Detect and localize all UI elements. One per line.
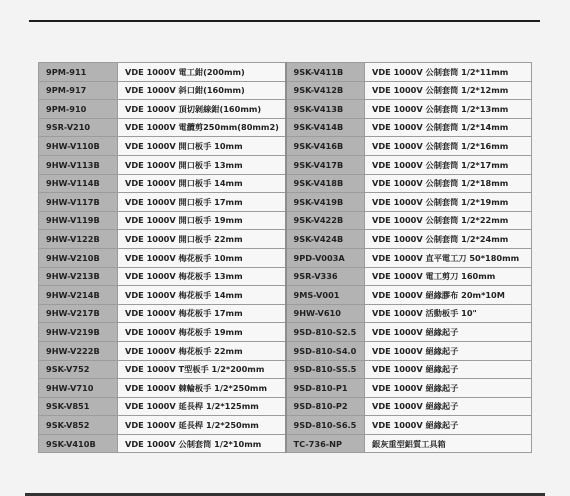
item-code-left: 9HW-V114B [39,174,118,193]
item-code-right: 9SK-V422B [286,211,365,230]
table-row [39,137,532,156]
top-divider [29,20,540,22]
table-row [39,323,532,342]
item-code-left: 9HW-V113B [39,155,118,174]
item-code-left: 9SK-V852 [39,416,118,435]
item-code-right: 9SK-V424B [286,230,365,249]
item-code-right: 9MS-V001 [286,286,365,305]
item-description-right: VDE 1000V 公制套筒 1/2*16mm [365,137,532,156]
item-description-left: VDE 1000V 棘輪板手 1/2*250mm [118,379,286,398]
item-description-right: VDE 1000V 絕緣起子 [365,379,532,398]
item-description-left: VDE 1000V 頂切剝線鉗(160mm) [118,100,286,119]
item-code-left: 9HW-V213B [39,267,118,286]
item-code-right: 9SR-V336 [286,267,365,286]
item-code-right: 9SK-V418B [286,174,365,193]
item-code-right: 9SD-810-S4.0 [286,341,365,360]
item-code-left: 9HW-V710 [39,379,118,398]
product-table-body [39,63,532,453]
item-description-left: VDE 1000V 梅花板手 14mm [118,286,286,305]
item-description-left: VDE 1000V 電工鉗(200mm) [118,63,286,82]
item-code-right: 9SD-810-S6.5 [286,416,365,435]
table-row [39,211,532,230]
item-code-right: 9SK-V417B [286,155,365,174]
item-code-left: 9HW-V119B [39,211,118,230]
item-description-left: VDE 1000V 梅花板手 19mm [118,323,286,342]
table-row [39,304,532,323]
item-code-right: 9SD-810-P1 [286,379,365,398]
item-code-right: 9SK-V416B [286,137,365,156]
item-description-right: VDE 1000V 公制套筒 1/2*12mm [365,81,532,100]
table-row [39,379,532,398]
item-code-left: 9HW-V117B [39,193,118,212]
item-code-right: 9SK-V411B [286,63,365,82]
item-description-right: VDE 1000V 公制套筒 1/2*24mm [365,230,532,249]
item-code-left: 9PM-911 [39,63,118,82]
table-row [39,248,532,267]
item-description-right: VDE 1000V 公制套筒 1/2*13mm [365,100,532,119]
table-row [39,360,532,379]
item-code-right: 9SD-810-P2 [286,397,365,416]
item-code-left: 9HW-V122B [39,230,118,249]
item-code-right: 9SK-V413B [286,100,365,119]
item-code-right: TC-736-NP [286,434,365,453]
item-description-right: VDE 1000V 絕緣起子 [365,323,532,342]
item-description-left: VDE 1000V 開口板手 10mm [118,137,286,156]
item-code-right: 9SD-810-S5.5 [286,360,365,379]
item-code-right: 9SD-810-S2.5 [286,323,365,342]
table-row [39,341,532,360]
item-description-right: VDE 1000V 絕緣起子 [365,341,532,360]
item-code-left: 9HW-V219B [39,323,118,342]
item-description-right: VDE 1000V 活動板手 10" [365,304,532,323]
item-code-left: 9HW-V222B [39,341,118,360]
table-row [39,81,532,100]
item-code-left: 9SK-V410B [39,434,118,453]
item-description-left: VDE 1000V 延長桿 1/2*250mm [118,416,286,435]
item-description-left: VDE 1000V 開口板手 17mm [118,193,286,212]
item-description-left: VDE 1000V 電纜剪250mm(80mm2) [118,118,286,137]
item-description-left: VDE 1000V 公制套筒 1/2*10mm [118,434,286,453]
table-row [39,63,532,82]
table-row [39,434,532,453]
item-code-left: 9SK-V851 [39,397,118,416]
item-code-left: 9HW-V110B [39,137,118,156]
item-description-left: VDE 1000V 開口板手 13mm [118,155,286,174]
item-code-right: 9SK-V414B [286,118,365,137]
item-description-right: 銀灰重型鋁質工具箱 [365,434,532,453]
table-row [39,155,532,174]
item-description-right: VDE 1000V 絕緣起子 [365,360,532,379]
item-description-left: VDE 1000V 開口板手 22mm [118,230,286,249]
item-description-right: VDE 1000V 絕緣起子 [365,397,532,416]
item-code-left: 9HW-V217B [39,304,118,323]
item-code-left: 9SK-V752 [39,360,118,379]
item-description-right: VDE 1000V 公制套筒 1/2*14mm [365,118,532,137]
item-code-right: 9PD-V003A [286,248,365,267]
item-description-right: VDE 1000V 公制套筒 1/2*22mm [365,211,532,230]
item-description-left: VDE 1000V 斜口鉗(160mm) [118,81,286,100]
item-description-left: VDE 1000V 梅花板手 17mm [118,304,286,323]
item-description-left: VDE 1000V 梅花板手 13mm [118,267,286,286]
item-description-right: VDE 1000V 電工剪刀 160mm [365,267,532,286]
item-description-right: VDE 1000V 公制套筒 1/2*19mm [365,193,532,212]
table-row [39,193,532,212]
item-code-right: 9HW-V610 [286,304,365,323]
item-code-right: 9SK-V419B [286,193,365,212]
item-description-right: VDE 1000V 公制套筒 1/2*11mm [365,63,532,82]
table-row [39,397,532,416]
item-description-right: VDE 1000V 公制套筒 1/2*18mm [365,174,532,193]
product-table [38,62,532,453]
item-description-left: VDE 1000V 梅花板手 10mm [118,248,286,267]
item-code-left: 9PM-910 [39,100,118,119]
item-description-right: VDE 1000V 直平電工刀 50*180mm [365,248,532,267]
table-row [39,100,532,119]
item-description-left: VDE 1000V 梅花板手 22mm [118,341,286,360]
table-row [39,118,532,137]
item-code-left: 9SR-V210 [39,118,118,137]
item-description-left: VDE 1000V 延長桿 1/2*125mm [118,397,286,416]
table-row [39,286,532,305]
table-row [39,416,532,435]
item-code-left: 9HW-V214B [39,286,118,305]
item-description-right: VDE 1000V 絕緣膠布 20m*10M [365,286,532,305]
table-row [39,267,532,286]
item-code-left: 9PM-917 [39,81,118,100]
item-description-right: VDE 1000V 公制套筒 1/2*17mm [365,155,532,174]
item-description-left: VDE 1000V T型板手 1/2*200mm [118,360,286,379]
item-description-left: VDE 1000V 開口板手 14mm [118,174,286,193]
item-description-right: VDE 1000V 絕緣起子 [365,416,532,435]
item-code-left: 9HW-V210B [39,248,118,267]
item-code-right: 9SK-V412B [286,81,365,100]
item-description-left: VDE 1000V 開口板手 19mm [118,211,286,230]
table-row [39,230,532,249]
table-row [39,174,532,193]
